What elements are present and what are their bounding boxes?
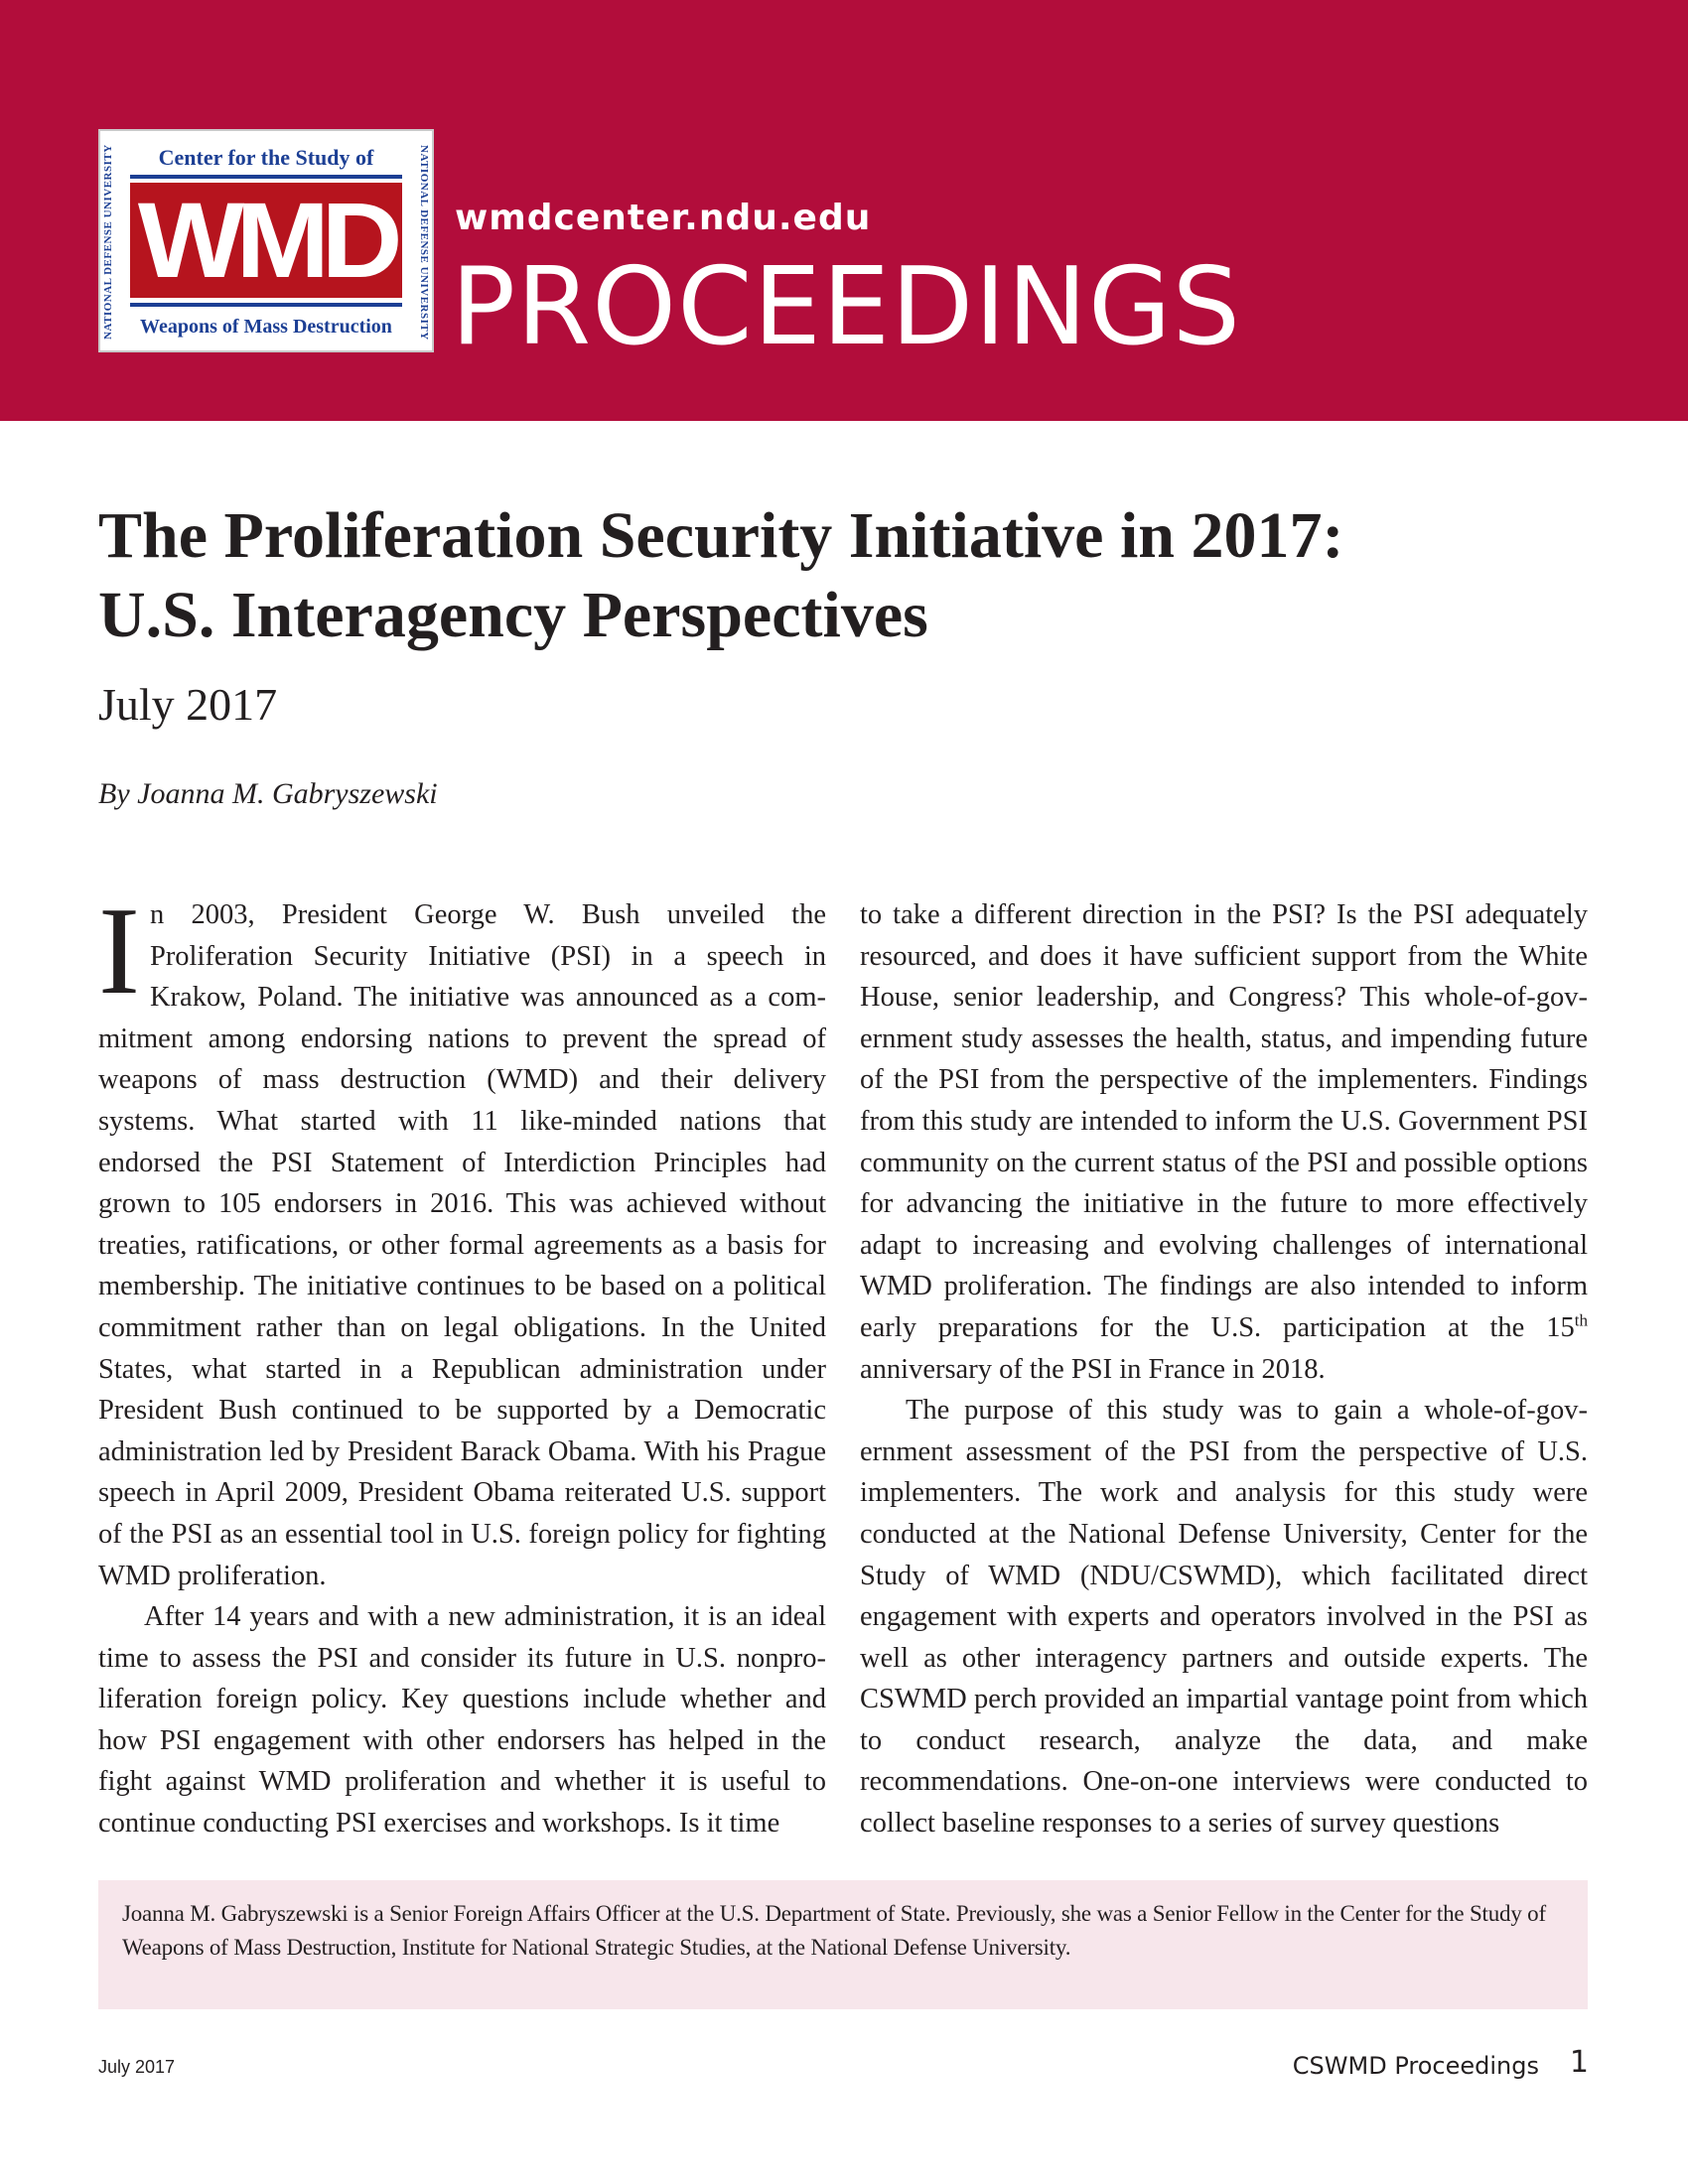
author-bio: Joanna M. Gabryszewski is a Senior Foreign Affairs Officer at the U.S. Department of State. Previously, she was a Senior Fellow in the Center for the Study of Weapons of Mass Destruction, Institute for National Strategic Studies, at the National Defense University.	[122, 1901, 1546, 1960]
title-line-2: U.S. Interagency Perspectives	[98, 579, 928, 651]
site-url: wmdcenter.ndu.edu	[455, 198, 872, 238]
logo-wmd-text: WMD	[137, 183, 395, 298]
logo-top-text: Center for the Study of	[158, 145, 374, 170]
paragraph	[860, 894, 1588, 1390]
body-column-right	[860, 894, 1588, 1844]
logo-divider	[130, 175, 402, 179]
drop-cap: I	[98, 883, 140, 1021]
paragraph: The purpose of this study was to gain a whole-of-government assessment of the PSI from the perspective of U.S. implementers. The work and analysis for this study were conducted at the National Defense University, Center for the Study of WMD (NDU/CSWMD), which facilitated direct engagement with experts and operators involved in the PSI as well as other interagency partners and outside experts. The CSWMD perch provided an impartial vantage point from which to conduct research, analyze the data, and make recommendations. One-on-one interviews were conducted to collect baseline responses to a series of survey questions	[860, 1395, 1588, 1840]
paragraph-text: n 2003, President George W. Bush unveiled the Proliferation Security Initiative (PSI) in a speech in Krakow, Poland. The initiative was announced as a commitment among endorsing nations to prevent the spread of weapons of mass destruction (WMD) and their delivery systems. What started with 11 like-minded nations that endorsed the PSI Statement of Interdiction Principles had grown to 105 endorsers in 2016. This was achieved without treaties, ratifications, or other formal agreements as a basis for membership. The initiative continues to be based on a political commitment rather than on legal obligations. In the United States, what started in a Republican administration under President Bush continued to be supported by a Democratic administration led by President Barack Obama. With his Prague speech in April 2009, President Obama reiterated U.S. support of the PSI as an essential tool in U.S. foreign policy for fighting WMD proliferation.	[98, 899, 826, 1591]
paragraph-text: anniversary of the PSI in France in 2018.	[860, 1353, 1326, 1385]
paragraph	[98, 883, 826, 1596]
cswmd-logo	[98, 129, 434, 352]
logo-bottom-text: Weapons of Mass Destruction	[140, 316, 392, 338]
footer-date: July 2017	[98, 2057, 176, 2077]
superscript: th	[1574, 1310, 1588, 1330]
page-number: 1	[1569, 2045, 1589, 2080]
series-title: PROCEEDINGS	[451, 245, 1242, 369]
article-title	[98, 496, 1608, 655]
article-date: July 2017	[98, 679, 278, 730]
paragraph-text: to take a different direction in the PSI? Is the PSI adequately resourced, and does it have sufficient support from the White House, senior leadership, and Congress? This whole-of-government study assesses the health, status, and impending future of the PSI from the perspective of the implementers. Findings from this study are intended to inform the U.S. Government PSI community on the current status of the PSI and possible options for advancing the initiative in the future to more effectively adapt to increasing and evolving challenges of international WMD proliferation. The findings are also intended to inform early preparations for the U.S. participation at the 15	[860, 899, 1588, 1343]
footer-publication: CSWMD Proceedings	[1292, 2052, 1539, 2080]
body-column-left	[98, 883, 826, 1844]
logo-wmd-block	[130, 183, 402, 298]
logo-divider	[130, 303, 402, 307]
article-byline: By Joanna M. Gabryszewski	[98, 777, 438, 810]
paragraph: After 14 years and with a new administration, it is an ideal time to assess the PSI and consider its future in U.S. nonproliferation foreign policy. Key questions include whether and how PSI engagement with other endorsers has helped in the fight against WMD proliferation and whether it is useful to continue conducting PSI exercises and workshops. Is it time	[98, 1601, 826, 1840]
title-line-1: The Proliferation Security Initiative in 2017:	[98, 499, 1344, 572]
header-banner	[0, 0, 1688, 421]
logo-side-text-right: NATIONAL DEFENSE UNIVERSITY	[418, 144, 430, 341]
author-bio-box	[98, 1880, 1588, 2009]
logo-side-text-left: NATIONAL DEFENSE UNIVERSITY	[102, 144, 114, 341]
